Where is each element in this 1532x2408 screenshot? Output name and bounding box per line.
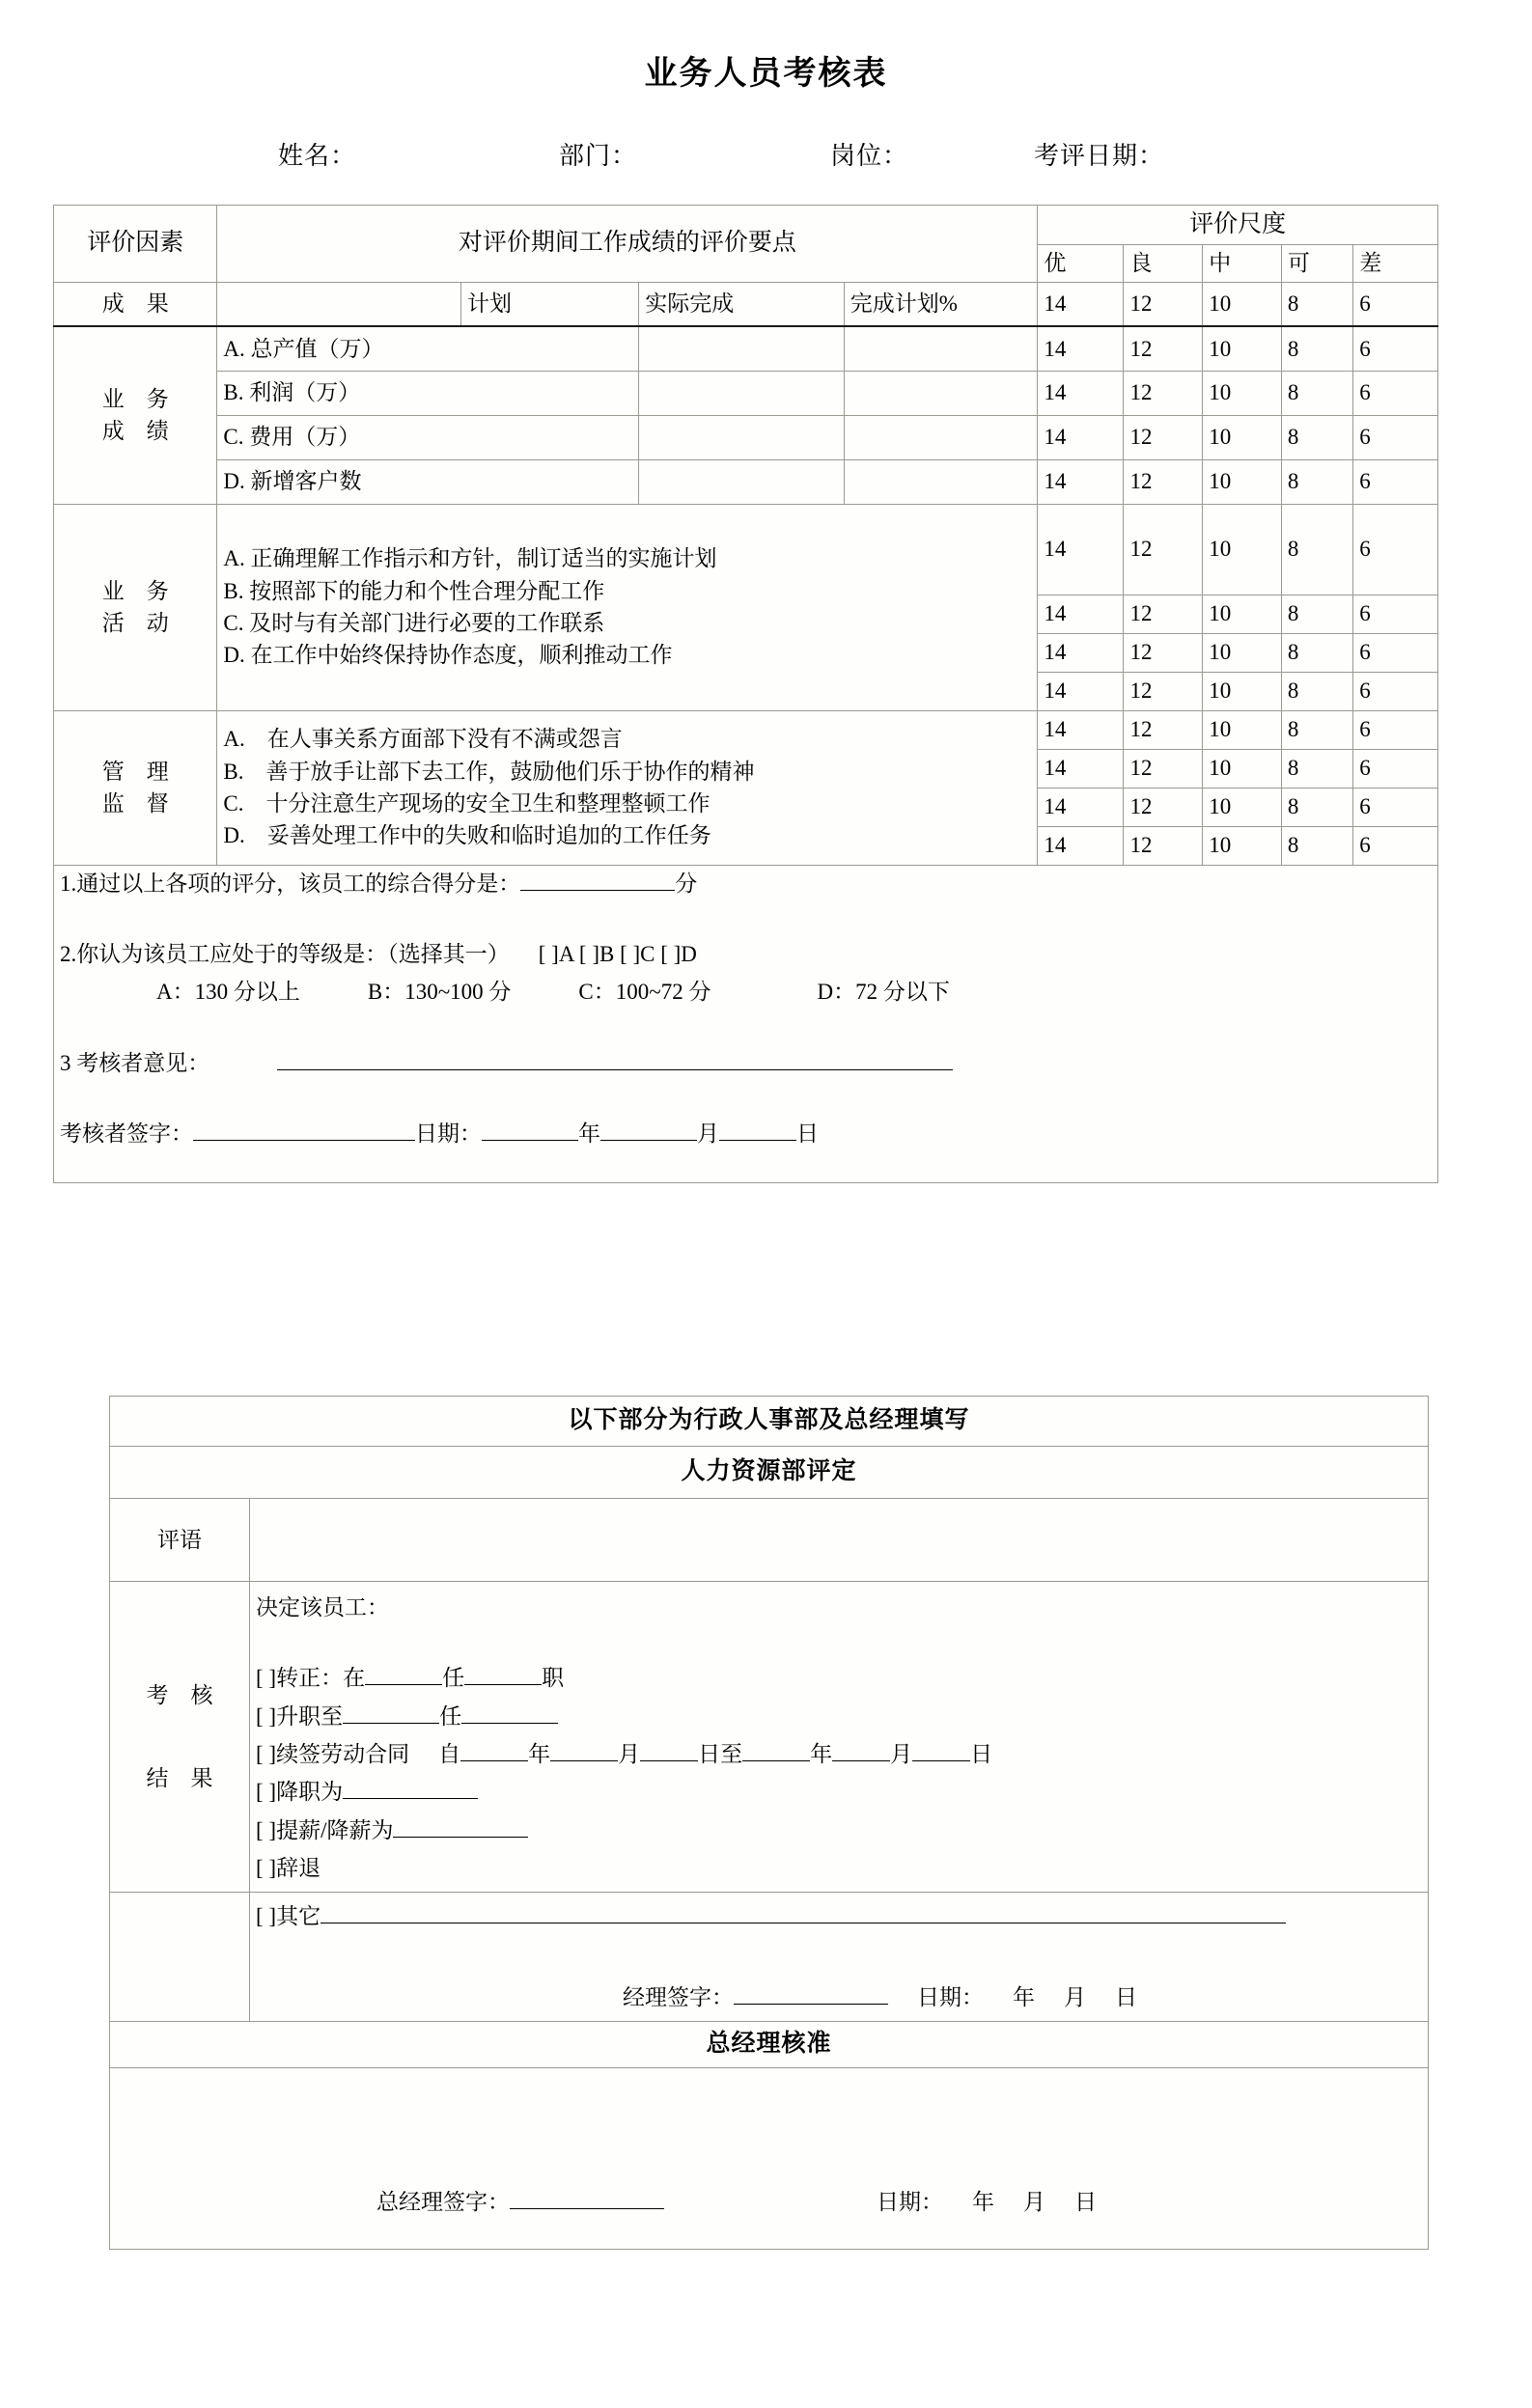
- score-cell[interactable]: 6: [1353, 459, 1438, 504]
- score-cell[interactable]: 8: [1281, 282, 1352, 326]
- option-promote-text-b: 任: [439, 1703, 462, 1729]
- table-row: [54, 371, 1438, 415]
- option-confirm-text-a: 转正：在: [276, 1666, 366, 1691]
- option-renew-text-d: 月: [618, 1742, 641, 1767]
- input-cell-actual[interactable]: [844, 459, 1038, 504]
- confirm-post-input[interactable]: [464, 1684, 542, 1685]
- item-label: C. 及时与有关部门进行必要的工作联系: [223, 611, 605, 636]
- gm-approval-banner: 总经理核准: [110, 2022, 1429, 2068]
- option-demote-text: 降职为: [276, 1780, 344, 1805]
- manager-date-day[interactable]: 日: [1115, 1984, 1137, 2009]
- promote-post-input[interactable]: [461, 1723, 558, 1724]
- score-cell[interactable]: 10: [1203, 371, 1282, 415]
- item-label: A. 正确理解工作指示和方针，制订适当的实施计划: [223, 546, 717, 571]
- option-renew-text-c: 年: [528, 1742, 551, 1767]
- score-cell[interactable]: 14: [1038, 371, 1124, 415]
- row-label-business-activity: [54, 504, 217, 710]
- score-cell[interactable]: 8: [1281, 326, 1352, 371]
- score-cell[interactable]: 14: [1038, 788, 1124, 826]
- score-cell[interactable]: 8: [1281, 749, 1352, 788]
- score-cell[interactable]: 6: [1353, 371, 1438, 415]
- input-cell-plan[interactable]: [639, 371, 844, 415]
- option-renew-row: [256, 1738, 1422, 1770]
- table-row: [54, 710, 1438, 749]
- manager-signature-row: [110, 1893, 1429, 2022]
- comment-label: 评语: [110, 1499, 250, 1582]
- table-row: [54, 415, 1438, 459]
- checkbox-demote[interactable]: [ ]: [256, 1780, 277, 1805]
- grade-criteria-a: A：130 分以上: [156, 980, 300, 1005]
- evaluation-table: [53, 205, 1438, 1183]
- renew-from-day-input[interactable]: [640, 1760, 698, 1761]
- option-confirm-text-b: 任: [442, 1666, 465, 1691]
- score-cell[interactable]: 6: [1353, 826, 1438, 865]
- score-cell[interactable]: 14: [1038, 595, 1124, 633]
- header-fields: [0, 136, 1532, 172]
- reviewer-opinion-label: 3 考核者意见：: [60, 1050, 210, 1075]
- score-cell[interactable]: 14: [1038, 282, 1124, 326]
- score-cell[interactable]: 14: [1038, 415, 1124, 459]
- score-cell[interactable]: 12: [1124, 282, 1203, 326]
- checkbox-other[interactable]: [ ]其它: [256, 1904, 321, 1929]
- score-cell[interactable]: 6: [1353, 710, 1438, 749]
- score-cell[interactable]: 10: [1203, 595, 1282, 633]
- header-points: 对评价期间工作成绩的评价要点: [217, 206, 1038, 283]
- score-cell[interactable]: 14: [1038, 749, 1124, 788]
- score-cell[interactable]: 6: [1353, 633, 1438, 672]
- factor-line-1: 管 理: [101, 759, 169, 784]
- date-unit-day: 日: [796, 1121, 819, 1146]
- checkbox-salary-change[interactable]: [ ]: [256, 1817, 277, 1842]
- score-cell[interactable]: 14: [1038, 326, 1124, 371]
- renew-from-year-input[interactable]: [460, 1760, 528, 1761]
- scale-label-good: 良: [1124, 245, 1203, 282]
- reviewer-signature-input[interactable]: [193, 1140, 415, 1141]
- score-cell[interactable]: 6: [1353, 326, 1438, 371]
- score-cell[interactable]: 8: [1281, 415, 1352, 459]
- option-salary-row: [256, 1814, 1422, 1846]
- hr-banner-row: [110, 1397, 1429, 1447]
- input-cell-plan[interactable]: [639, 326, 844, 371]
- other-input[interactable]: [320, 1923, 1286, 1924]
- score-cell[interactable]: 12: [1124, 595, 1203, 633]
- manager-signature-block: [250, 1893, 1429, 2022]
- salary-change-input[interactable]: [393, 1837, 528, 1838]
- demote-to-input[interactable]: [343, 1798, 478, 1799]
- checkbox-renew[interactable]: [ ]: [256, 1742, 277, 1767]
- option-dismiss-text: 辞退: [276, 1856, 321, 1881]
- score-cell[interactable]: 6: [1353, 282, 1438, 326]
- manager-signature-label: 经理签字：: [623, 1984, 734, 2009]
- total-score-line: [60, 868, 1432, 900]
- field-label-name: 姓名：: [278, 142, 357, 170]
- summary-block: [54, 865, 1438, 1183]
- grade-checkbox-group[interactable]: [ ]A [ ]B [ ]C [ ]D: [538, 941, 697, 966]
- renew-to-month-input[interactable]: [832, 1760, 890, 1761]
- factor-line-2: 监 督: [101, 791, 169, 817]
- gm-signature-block: [110, 2068, 1429, 2250]
- score-cell[interactable]: 8: [1281, 459, 1352, 504]
- renew-from-month-input[interactable]: [550, 1760, 618, 1761]
- grade-select-line: [60, 938, 1432, 970]
- score-cell[interactable]: 6: [1353, 749, 1438, 788]
- date-unit-year: 年: [578, 1121, 600, 1146]
- total-score-unit: 分: [675, 871, 698, 896]
- comment-row: [110, 1499, 1429, 1582]
- score-cell[interactable]: 8: [1281, 633, 1352, 672]
- grade-criteria-d: D：72 分以下: [817, 980, 950, 1005]
- manager-date-label: 日期：: [917, 1984, 984, 2009]
- option-renew-text-h: 日: [970, 1742, 993, 1767]
- reviewer-date-label: 日期：: [415, 1121, 482, 1146]
- checkbox-confirm[interactable]: [ ]: [256, 1666, 277, 1691]
- score-cell[interactable]: 14: [1038, 504, 1124, 595]
- score-cell[interactable]: 12: [1124, 826, 1203, 865]
- reviewer-date-year-input[interactable]: [482, 1140, 578, 1141]
- checkbox-dismiss[interactable]: [ ]: [256, 1856, 277, 1881]
- grade-criteria-line: [60, 976, 1432, 1008]
- score-cell[interactable]: 14: [1038, 633, 1124, 672]
- factor-line-1: 业 务: [101, 387, 169, 411]
- item-label: D. 新增客户数: [217, 459, 639, 504]
- date-unit-month: 月: [697, 1121, 719, 1146]
- option-promote-row: [256, 1701, 1422, 1732]
- input-cell-plan[interactable]: [639, 459, 844, 504]
- item-label: B. 善于放手让部下去工作，鼓励他们乐于协作的精神: [223, 759, 755, 784]
- table-row: [54, 326, 1438, 371]
- grade-criteria-c: C：100~72 分: [578, 980, 711, 1005]
- score-cell[interactable]: 12: [1124, 326, 1203, 371]
- manager-date-year[interactable]: 年: [1013, 1984, 1035, 2009]
- item-label: D. 在工作中始终保持协作态度，顺利推动工作: [223, 643, 673, 668]
- reviewer-date-day-input[interactable]: [719, 1140, 796, 1141]
- score-cell[interactable]: 14: [1038, 459, 1124, 504]
- decide-label: 决定该员工：: [256, 1595, 389, 1619]
- item-label: A. 在人事关系方面部下没有不满或怨言: [223, 727, 623, 752]
- score-cell[interactable]: 10: [1203, 282, 1282, 326]
- gm-signature-row: [110, 2068, 1429, 2250]
- option-renew-text-f: 年: [810, 1742, 833, 1767]
- factor-line-2: 活 动: [101, 611, 169, 636]
- option-salary-text: 提薪/降薪为: [276, 1817, 394, 1842]
- field-label-review-date: 考评日期：: [1034, 142, 1165, 170]
- col-header-actual: 实际完成: [639, 282, 844, 326]
- score-cell[interactable]: 10: [1203, 788, 1282, 826]
- score-cell[interactable]: 6: [1353, 672, 1438, 710]
- score-cell[interactable]: 10: [1203, 326, 1282, 371]
- score-cell[interactable]: 14: [1038, 710, 1124, 749]
- input-cell-actual[interactable]: [844, 415, 1038, 459]
- reviewer-signature-line: [60, 1118, 1432, 1149]
- input-cell-actual[interactable]: [844, 371, 1038, 415]
- scale-label-poor: 差: [1353, 245, 1438, 282]
- score-cell[interactable]: 8: [1281, 595, 1352, 633]
- col-header-percent: 完成计划%: [844, 282, 1038, 326]
- item-label: B. 按照部下的能力和个性合理分配工作: [223, 578, 605, 603]
- score-cell[interactable]: 10: [1203, 826, 1282, 865]
- score-cell[interactable]: 6: [1353, 415, 1438, 459]
- table-row: [54, 459, 1438, 504]
- scale-label-excellent: 优: [1038, 245, 1124, 282]
- score-cell[interactable]: 6: [1353, 504, 1438, 595]
- results-blank-cell: [217, 282, 461, 326]
- item-label: A. 总产值（万）: [217, 326, 639, 371]
- header-factor: 评价因素: [54, 206, 217, 283]
- renew-to-day-input[interactable]: [912, 1760, 970, 1761]
- option-demote-row: [256, 1776, 1422, 1808]
- total-score-input[interactable]: [520, 890, 675, 891]
- gm-date-day[interactable]: 日: [1074, 2189, 1097, 2214]
- option-other-row: [256, 1900, 1422, 1932]
- col-header-plan: 计划: [460, 282, 638, 326]
- score-cell[interactable]: 12: [1124, 633, 1203, 672]
- item-label: C. 费用（万）: [217, 415, 639, 459]
- score-cell[interactable]: 8: [1281, 504, 1352, 595]
- result-label-line-1: 考 核: [146, 1683, 213, 1708]
- score-cell[interactable]: 10: [1203, 749, 1282, 788]
- table-header-row-1: [54, 206, 1438, 245]
- option-renew-text-e: 日至: [698, 1742, 743, 1767]
- score-cell[interactable]: 10: [1203, 633, 1282, 672]
- option-renew-text-g: 月: [890, 1742, 913, 1767]
- score-cell[interactable]: 12: [1124, 710, 1203, 749]
- score-cell[interactable]: 8: [1281, 672, 1352, 710]
- page-title: 业务人员考核表: [644, 56, 888, 92]
- item-label: B. 利润（万）: [217, 371, 639, 415]
- hr-gm-banner: 以下部分为行政人事部及总经理填写: [110, 1397, 1429, 1447]
- row-label-business-performance: [54, 326, 217, 504]
- comment-input[interactable]: [250, 1499, 1429, 1582]
- hr-gm-table: [109, 1396, 1429, 2250]
- option-renew-text-b: 自: [438, 1742, 461, 1767]
- option-confirm-text-c: 职: [542, 1666, 565, 1691]
- reviewer-opinion-line: [60, 1047, 1432, 1079]
- hr-title-row: [110, 1447, 1429, 1499]
- gm-sign-line: [116, 2186, 1422, 2218]
- score-cell[interactable]: 12: [1124, 504, 1203, 595]
- score-cell[interactable]: 8: [1281, 788, 1352, 826]
- gm-banner-row: [110, 2022, 1429, 2068]
- assessment-options: [250, 1582, 1429, 1893]
- score-cell[interactable]: 10: [1203, 459, 1282, 504]
- hr-department-title: 人力资源部评定: [110, 1447, 1429, 1499]
- input-cell-actual[interactable]: [844, 326, 1038, 371]
- manager-date-month[interactable]: 月: [1064, 1984, 1086, 2009]
- score-cell[interactable]: 12: [1124, 749, 1203, 788]
- score-cell[interactable]: 10: [1203, 504, 1282, 595]
- score-cell[interactable]: 10: [1203, 710, 1282, 749]
- confirm-place-input[interactable]: [365, 1684, 442, 1685]
- item-label: D. 妥善处理工作中的失败和临时追加的工作任务: [223, 823, 711, 848]
- field-label-position: 岗位：: [830, 142, 909, 170]
- scale-label-fair: 可: [1281, 245, 1352, 282]
- gm-date-label: 日期：: [877, 2189, 943, 2214]
- input-cell-plan[interactable]: [639, 415, 844, 459]
- summary-block-row: [54, 865, 1438, 1183]
- score-cell[interactable]: 12: [1124, 459, 1203, 504]
- reviewer-opinion-input[interactable]: [277, 1069, 953, 1070]
- item-list-business-activity: [217, 504, 1038, 710]
- option-renew-text-a: 续签劳动合同: [276, 1742, 410, 1767]
- results-header-row: [54, 282, 1438, 326]
- score-cell[interactable]: 12: [1124, 371, 1203, 415]
- grade-criteria-b: B：130~100 分: [367, 980, 512, 1005]
- result-label-line-2: 结 果: [146, 1765, 213, 1790]
- score-cell[interactable]: 6: [1353, 788, 1438, 826]
- scale-label-average: 中: [1203, 245, 1282, 282]
- reviewer-signature-label: 考核者签字：: [60, 1121, 193, 1146]
- manager-signature-input[interactable]: [734, 2004, 888, 2005]
- score-cell[interactable]: 10: [1203, 672, 1282, 710]
- score-cell[interactable]: 14: [1038, 826, 1124, 865]
- score-cell[interactable]: 12: [1124, 415, 1203, 459]
- score-cell[interactable]: 12: [1124, 788, 1203, 826]
- manager-sign-line: [256, 1981, 1422, 2013]
- table-row: [54, 504, 1438, 595]
- gm-signature-input[interactable]: [510, 2208, 664, 2209]
- gm-date-month[interactable]: 月: [1023, 2189, 1045, 2214]
- assessment-result-row: [110, 1582, 1429, 1893]
- row-label-management-supervision: [54, 710, 217, 865]
- score-cell[interactable]: 10: [1203, 415, 1282, 459]
- gm-date-year[interactable]: 年: [972, 2189, 994, 2214]
- factor-line-1: 业 务: [101, 578, 169, 603]
- renew-to-year-input[interactable]: [742, 1760, 810, 1761]
- option-dismiss-row: [256, 1852, 1422, 1884]
- item-list-management-supervision: [217, 710, 1038, 865]
- field-label-department: 部门：: [559, 142, 638, 170]
- factor-line-2: 成 绩: [101, 419, 169, 444]
- header-scale-group: 评价尺度: [1038, 206, 1438, 245]
- item-label: C. 十分注意生产现场的安全卫生和整理整顿工作: [223, 791, 710, 817]
- score-cell[interactable]: 8: [1281, 371, 1352, 415]
- promote-to-input[interactable]: [343, 1723, 439, 1724]
- gm-signature-label: 总经理签字：: [376, 2189, 510, 2214]
- manager-row-label-spacer: [110, 1893, 250, 2022]
- total-score-label: 1.通过以上各项的评分，该员工的综合得分是：: [60, 871, 521, 896]
- option-confirm-row: [256, 1662, 1422, 1694]
- score-cell[interactable]: 12: [1124, 672, 1203, 710]
- score-cell[interactable]: 8: [1281, 826, 1352, 865]
- reviewer-date-month-input[interactable]: [600, 1140, 697, 1141]
- score-cell[interactable]: 6: [1353, 595, 1438, 633]
- assessment-result-label: [110, 1582, 250, 1893]
- checkbox-promote[interactable]: [ ]: [256, 1703, 277, 1729]
- option-promote-text-a: 升职至: [276, 1703, 344, 1729]
- grade-question-label: 2.你认为该员工应处于的等级是：（选择其一）: [60, 941, 510, 966]
- score-cell[interactable]: 14: [1038, 672, 1124, 710]
- row-label-results: 成 果: [54, 282, 217, 326]
- score-cell[interactable]: 8: [1281, 710, 1352, 749]
